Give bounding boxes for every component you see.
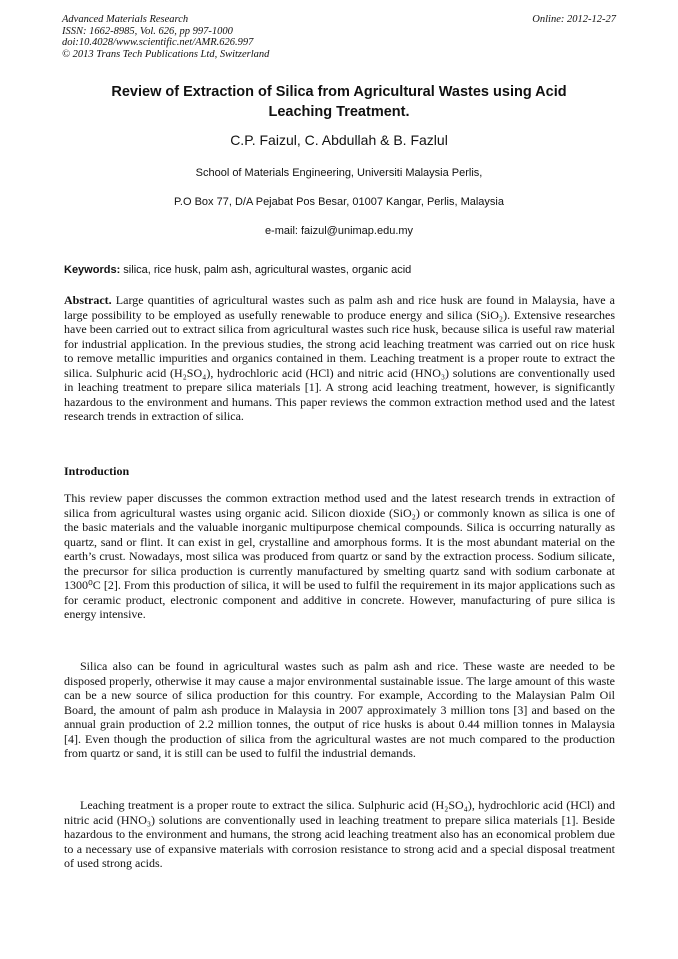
copyright-line: © 2013 Trans Tech Publications Ltd, Switzerland — [62, 48, 270, 60]
journal-name: Advanced Materials Research — [62, 14, 189, 25]
section-heading-introduction: Introduction — [64, 464, 130, 478]
keywords-label: Keywords: — [64, 264, 121, 276]
affiliation-line-1: School of Materials Engineering, Universiti Malaysia Perlis, — [195, 167, 483, 179]
abstract — [64, 293, 615, 424]
intro-paragraph-3 — [64, 798, 615, 871]
title-line-2: Leaching Treatment. — [268, 104, 410, 120]
doi-line: doi:10.4028/www.scientific.net/AMR.626.997 — [62, 37, 254, 48]
title-line-1: Review of Extraction of Silica from Agricultural Wastes using Acid — [111, 84, 567, 100]
keywords-text: silica, rice husk, palm ash, agricultural wastes, organic acid — [120, 264, 412, 276]
email-line: e-mail: faizul@unimap.edu.my — [264, 225, 414, 237]
intro-p3-text: Leaching treatment is a proper route to extract the silica. Sulphuric acid (H₂SO₄), hydrochloric acid (HCl) and nitric acid (HNO₃) solutions are conventionally used in leaching treatment to prepare silica materials [1]. Beside hazardous to the environment and humans, the strong acid leaching treatment also has an economical problem due to a necessary use of expansive materials with corrosion resistance to strong acid and a special disposal treatment of used strong acids. — [64, 798, 615, 870]
issn-line: ISSN: 1662-8985, Vol. 626, pp 997-1000 — [62, 25, 233, 37]
intro-p2-text: Silica also can be found in agricultural wastes such as palm ash and rice. These waste are needed to be disposed properly, otherwise it may cause a major environmental sustainable issue. The large amount of this waste can be a new source of silica production for this country. For example, According to the Malaysian Palm Oil Board, the amount of palm ash produce in Malaysia in 2007 approximately 3 million tons [3] and based on the annual grain production of 2.2 million tonnes, the output of rice husks is about 0.44 million tonnes in Malaysia [4]. Even though the production of silica from the agricultural wastes are not much compared to the production from quartz or sand, it is still can be used to fulfil the industrial demands. — [64, 659, 615, 760]
online-date: Online: 2012-12-27 — [532, 14, 616, 25]
affiliation-line-2: P.O Box 77, D/A Pejabat Pos Besar, 01007 Kangar, Perlis, Malaysia — [174, 196, 504, 208]
journal-header — [62, 14, 616, 60]
intro-paragraph-2 — [64, 659, 615, 761]
paper-title — [62, 82, 616, 122]
authors: C.P. Faizul, C. Abdullah & B. Fazlul — [230, 132, 448, 148]
abstract-text: Large quantities of agricultural wastes such as palm ash and rice husk are found in Malaysia, have a large possibility to be employed as usefully renewable to produce energy and silica (SiO₂). Extensive researches have been carried out to extract silica from agricultural wastes such rice husk, because silica is useful raw material for industrial application. In the previous studies, the strong acid leaching treatment was carried out on rice husk to remove metallic impurities and organics contained in them. Leaching treatment is a proper route to extract the silica. Sulphuric acid (H₂SO₄), hydrochloric acid (HCl) and nitric acid (HNO₃) solutions are conventionally used in leaching treatment to prepare silica materials [1]. A strong acid leaching treatment, however, is significantly hazardous to the environment and humans. This paper reviews the common extraction method used and the latest research trends in extraction of silica. — [64, 293, 615, 423]
keywords — [64, 264, 616, 276]
intro-paragraph-1 — [64, 491, 615, 622]
intro-p1-text: This review paper discusses the common extraction method used and the latest research trends in extraction of silica from agricultural wastes using organic acid. Silicon dioxide (SiO₂) or commonly known as silica is one of the basic materials and the valuable inorganic multipurpose chemical compounds. Silica is occurring naturally as quartz, sand or flint. It can exist in gel, crystalline and amorphous forms. It is the most abundant material on the earth’s crust. Nowadays, most silica was produced from quartz or sand by the extraction process. Sodium silicate, the precursor for silica production is currently manufactured by smelting quartz sand with sodium carbonate at 1300⁰C [2]. From this production of silica, it will be used to fulfil the requirement in its major applications such as for ceramic product, electronic component and additive in concrete. However, manufacturing of pure silica is energy intensive. — [64, 491, 615, 621]
abstract-label: Abstract. — [64, 293, 112, 307]
